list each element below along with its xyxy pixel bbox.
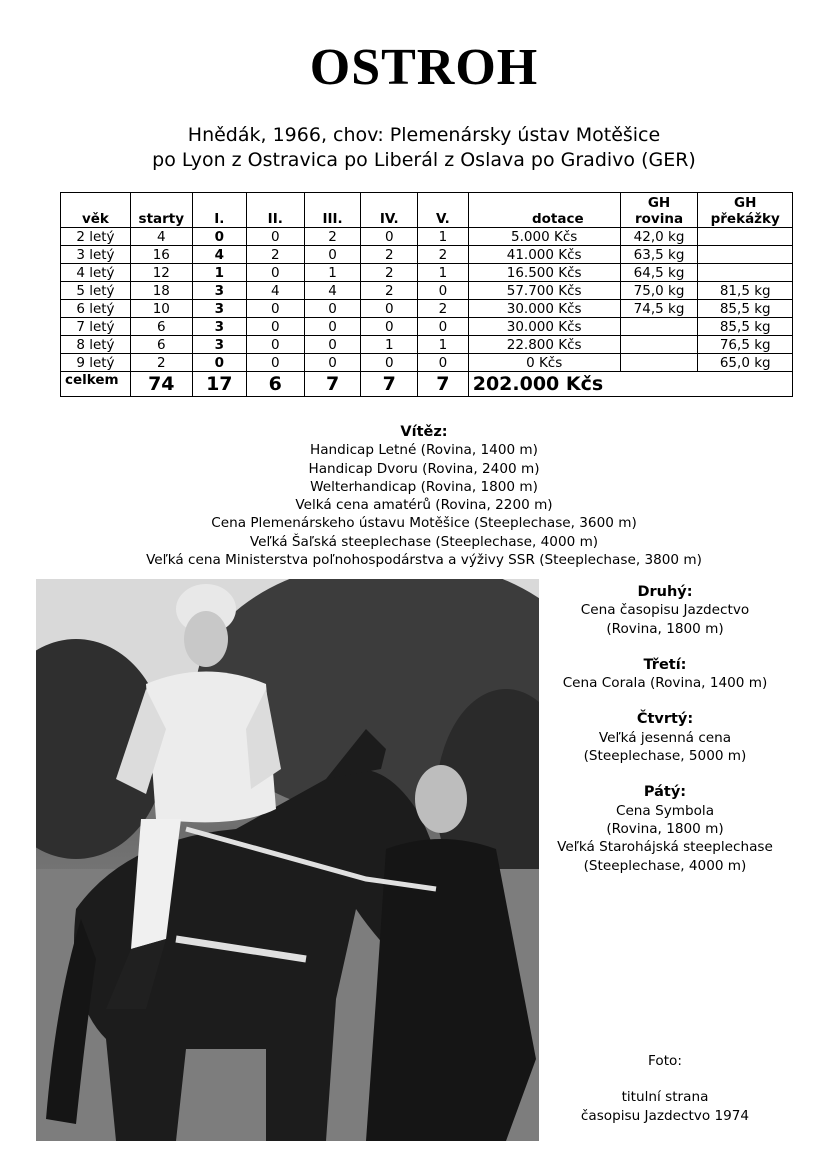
header-gh-flat: GH rovina (620, 193, 698, 228)
total-value: 7 (361, 372, 418, 397)
cell-fifth: 0 (418, 354, 469, 372)
photo-credit-line: časopisu Jazdectvo 1974 (580, 1107, 750, 1124)
cell-third: 0 (304, 354, 361, 372)
table-row (61, 282, 793, 300)
cell-fourth: 2 (361, 264, 418, 282)
cell-earnings: 41.000 Kčs (468, 246, 620, 264)
cell-age: 5 letý (61, 282, 131, 300)
table-row (61, 318, 793, 336)
cell-earnings: 5.000 Kčs (468, 228, 620, 246)
cell-starts: 6 (130, 336, 192, 354)
cell-age: 8 letý (61, 336, 131, 354)
cell-fifth: 2 (418, 246, 469, 264)
cell-gh-jumps (698, 246, 793, 264)
place-heading: Čtvrtý: (636, 711, 694, 728)
cell-starts: 18 (130, 282, 192, 300)
place-line: (Steeplechase, 4000 m) (583, 857, 747, 874)
photo-credit-line: titulní strana (621, 1089, 709, 1106)
total-value: 7 (418, 372, 469, 397)
winner-race: Handicap Dvoru (Rovina, 2400 m) (308, 460, 540, 477)
winner-race: Welterhandicap (Rovina, 1800 m) (310, 478, 538, 495)
cell-first: 3 (192, 336, 246, 354)
cell-second: 4 (246, 282, 304, 300)
place-line: Cena časopisu Jazdectvo (580, 602, 750, 619)
cell-age: 6 letý (61, 300, 131, 318)
subtitle-pedigree: po Lyon z Ostravica po Liberál z Oslava po Gradivo (GER) (152, 149, 696, 171)
table-row (61, 300, 793, 318)
place-line: Veľká Starohájská steeplechase (557, 839, 773, 856)
cell-fifth: 0 (418, 318, 469, 336)
cell-first: 0 (192, 228, 246, 246)
cell-first: 4 (192, 246, 246, 264)
subtitle-breeding: Hnědák, 1966, chov: Plemenársky ústav Motěšice (187, 124, 661, 146)
cell-fourth: 0 (361, 318, 418, 336)
cell-age: 2 letý (61, 228, 131, 246)
cell-gh-jumps (698, 228, 793, 246)
cell-gh-flat (620, 336, 698, 354)
photo-credit (535, 1052, 795, 1125)
cell-second: 0 (246, 264, 304, 282)
cell-gh-flat (620, 318, 698, 336)
cell-fifth: 2 (418, 300, 469, 318)
cell-fourth: 2 (361, 246, 418, 264)
cell-earnings: 30.000 Kčs (468, 318, 620, 336)
header-age: věk (61, 193, 131, 228)
total-value: 6 (246, 372, 304, 397)
cell-starts: 10 (130, 300, 192, 318)
cell-earnings: 57.700 Kčs (468, 282, 620, 300)
cell-second: 0 (246, 336, 304, 354)
cell-starts: 4 (130, 228, 192, 246)
cell-first: 3 (192, 318, 246, 336)
cell-third: 0 (304, 246, 361, 264)
cell-first: 1 (192, 264, 246, 282)
header-earnings: dotace (468, 193, 620, 228)
winner-race: Handicap Letné (Rovina, 1400 m) (310, 442, 538, 459)
cell-gh-jumps: 76,5 kg (698, 336, 793, 354)
header-fourth: IV. (361, 193, 418, 228)
cell-starts: 2 (130, 354, 192, 372)
header-first: I. (192, 193, 246, 228)
cell-gh-flat: 75,0 kg (620, 282, 698, 300)
cell-gh-flat (620, 354, 698, 372)
cell-second: 0 (246, 300, 304, 318)
total-value: 7 (304, 372, 361, 397)
place-heading: Pátý: (643, 784, 687, 801)
jockey-horse-photo (36, 579, 539, 1141)
place-line: Cena Corala (Rovina, 1400 m) (562, 675, 768, 692)
cell-fifth: 1 (418, 336, 469, 354)
winner-race: Velká cena amatérů (Rovina, 2200 m) (295, 497, 553, 514)
table-row (61, 336, 793, 354)
cell-first: 0 (192, 354, 246, 372)
place-line: Cena Symbola (615, 802, 715, 819)
cell-earnings: 0 Kčs (468, 354, 620, 372)
place-heading: Třetí: (643, 656, 687, 673)
cell-starts: 12 (130, 264, 192, 282)
cell-earnings: 16.500 Kčs (468, 264, 620, 282)
cell-gh-flat: 63,5 kg (620, 246, 698, 264)
cell-fifth: 1 (418, 228, 469, 246)
placings-section (535, 583, 795, 893)
table-total-row (61, 372, 793, 397)
cell-fifth: 0 (418, 282, 469, 300)
cell-earnings: 30.000 Kčs (468, 300, 620, 318)
total-value: 202.000 Kčs (468, 372, 792, 397)
cell-gh-flat: 42,0 kg (620, 228, 698, 246)
race-stats-table (60, 192, 793, 397)
cell-age: 7 letý (61, 318, 131, 336)
place-line: (Rovina, 1800 m) (606, 620, 724, 637)
cell-second: 2 (246, 246, 304, 264)
cell-third: 1 (304, 264, 361, 282)
total-value: 17 (192, 372, 246, 397)
winner-heading: Vítěz: (400, 424, 448, 440)
winner-race: Veľká Šaľská steeplechase (Steeplechase, 4000 m) (249, 533, 599, 550)
place-second (535, 583, 795, 638)
cell-age: 3 letý (61, 246, 131, 264)
cell-third: 4 (304, 282, 361, 300)
total-label: celkem (61, 372, 131, 397)
cell-gh-jumps: 65,0 kg (698, 354, 793, 372)
header-fifth: V. (418, 193, 469, 228)
cell-fourth: 2 (361, 282, 418, 300)
cell-gh-flat: 74,5 kg (620, 300, 698, 318)
cell-second: 0 (246, 228, 304, 246)
cell-fifth: 1 (418, 264, 469, 282)
cell-fourth: 0 (361, 228, 418, 246)
cell-starts: 16 (130, 246, 192, 264)
table-header-row (61, 193, 793, 228)
table-row (61, 246, 793, 264)
place-line: Veľká jesenná cena (598, 729, 732, 746)
cell-gh-jumps (698, 264, 793, 282)
cell-first: 3 (192, 300, 246, 318)
header-third: III. (304, 193, 361, 228)
table-row (61, 354, 793, 372)
cell-third: 0 (304, 336, 361, 354)
cell-earnings: 22.800 Kčs (468, 336, 620, 354)
cell-age: 4 letý (61, 264, 131, 282)
cell-fourth: 0 (361, 300, 418, 318)
cell-third: 2 (304, 228, 361, 246)
winner-race: Veľká cena Ministerstva poľnohospodárstva a výživy SSR (Steeplechase, 3800 m) (146, 552, 702, 569)
cell-second: 0 (246, 354, 304, 372)
table-row (61, 264, 793, 282)
cell-age: 9 letý (61, 354, 131, 372)
cell-first: 3 (192, 282, 246, 300)
cell-third: 0 (304, 318, 361, 336)
place-fourth (535, 710, 795, 765)
winner-race: Cena Plemenárskeho ústavu Motěšice (Steeplechase, 3600 m) (211, 515, 637, 532)
cell-third: 0 (304, 300, 361, 318)
cell-starts: 6 (130, 318, 192, 336)
total-value: 74 (130, 372, 192, 397)
cell-gh-jumps: 85,5 kg (698, 318, 793, 336)
cell-second: 0 (246, 318, 304, 336)
place-line: (Rovina, 1800 m) (606, 820, 724, 837)
cell-fourth: 0 (361, 354, 418, 372)
page-title: OSTROH (309, 39, 539, 96)
place-heading: Druhý: (637, 584, 693, 600)
place-line: (Steeplechase, 5000 m) (583, 748, 747, 765)
cell-gh-flat: 64,5 kg (620, 264, 698, 282)
place-fifth (535, 783, 795, 874)
cell-gh-jumps: 81,5 kg (698, 282, 793, 300)
place-third (535, 656, 795, 693)
photo-credit-label: Foto: (648, 1053, 682, 1069)
cell-gh-jumps: 85,5 kg (698, 300, 793, 318)
header-second: II. (246, 193, 304, 228)
winner-section (0, 423, 828, 569)
table-row (61, 228, 793, 246)
cell-fourth: 1 (361, 336, 418, 354)
header-gh-jumps: GH překážky (698, 193, 793, 228)
header-starts: starty (130, 193, 192, 228)
